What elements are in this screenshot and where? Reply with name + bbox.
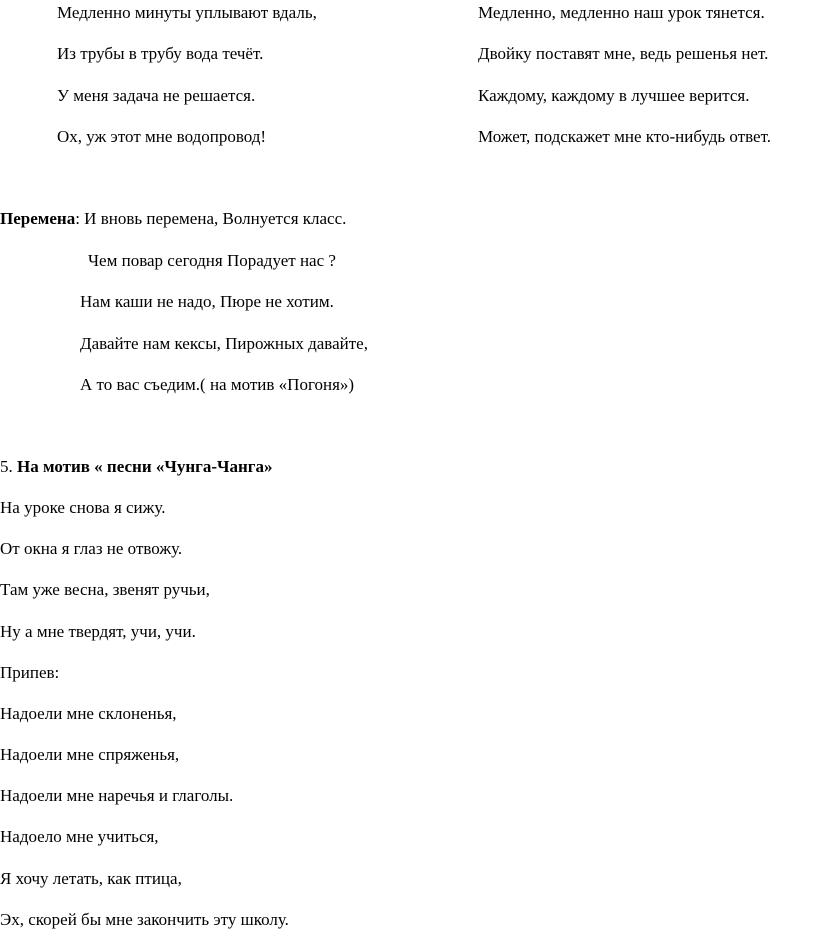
song5-line-9: Надоело мне учиться, [0, 827, 159, 846]
peremena-line-4: Давайте нам кексы, Пирожных давайте, [80, 334, 368, 353]
verse-right-line-1: Медленно, медленно наш урок тянется. [478, 3, 765, 22]
peremena-first-line [0, 209, 346, 229]
peremena-line-3: Нам каши не надо, Пюре не хотим. [80, 292, 334, 311]
verse-right-line-3: Каждому, каждому в лучшее верится. [478, 86, 750, 105]
song5-line-3: Там уже весна, звенят ручьи, [0, 580, 210, 599]
song5-line-6: Надоели мне склоненья, [0, 704, 177, 723]
song5-line-4: Ну а мне твердят, учи, учи. [0, 622, 196, 641]
peremena-line-5: А то вас съедим.( на мотив «Погоня») [80, 375, 355, 394]
song5-title: На мотив « песни «Чунга-Чанга» [17, 457, 273, 476]
song5-line-1: На уроке снова я сижу. [0, 498, 166, 517]
verse-left-line-2: Из трубы в трубу вода течёт. [57, 44, 264, 63]
peremena-first-line-text: : И вновь перемена, Волнуется класс. [75, 209, 347, 228]
verse-left-line-4: Ох, уж этот мне водопровод! [57, 127, 267, 146]
song5-number: 5. [0, 457, 17, 476]
verse-left-line-3: У меня задача не решается. [57, 86, 256, 105]
verse-right-line-2: Двойку поставят мне, ведь решенья нет. [478, 44, 769, 63]
verse-right-line-4: Может, подскажет мне кто-нибудь ответ. [478, 127, 771, 146]
song5-line-2: От окна я глаз не отвожу. [0, 539, 183, 558]
peremena-line-2: Чем повар сегодня Порадует нас ? [88, 251, 336, 270]
song5-chorus-label: Припев: [0, 663, 60, 682]
verse-left-line-1: Медленно минуты уплывают вдаль, [57, 3, 317, 22]
song5-line-8: Надоели мне наречья и глаголы. [0, 786, 234, 805]
song5-heading [0, 457, 273, 477]
song5-line-10: Я хочу летать, как птица, [0, 869, 182, 888]
song5-line-7: Надоели мне спряженья, [0, 745, 180, 764]
song5-line-11: Эх, скорей бы мне закончить эту школу. [0, 910, 289, 929]
peremena-label: Перемена [0, 209, 76, 228]
